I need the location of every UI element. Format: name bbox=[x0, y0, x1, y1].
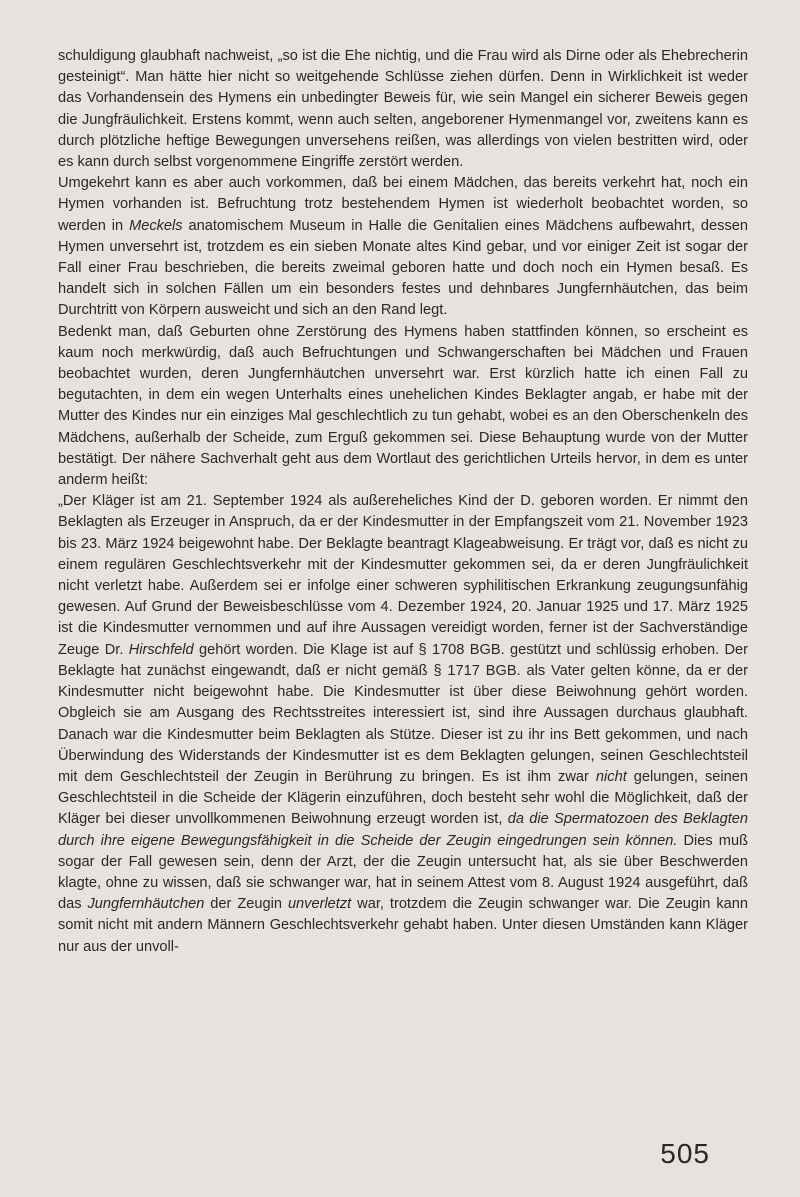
text-run: war, trotzdem die Zeugin schwanger war. Die Zeugin kann somit nicht mit andern Männern Geschlechtsverkehr gehabt haben. Unter diesen Umständen kann Kläger nur aus der unvoll- bbox=[58, 896, 748, 955]
text-run: schuldigung glaubhaft nachweist, „so ist die Ehe nichtig, und die Frau wird als Dirne oder als Ehebrecherin gesteinigt“. Man hätte hier nicht so weitgehende Schlüsse ziehen dürfen. Denn in Wirklichkeit ist weder das Vorhandensein des Hymens ein unbedingter Beweis für, wie sein Mangel ein sicherer Beweis gegen die Jungfräulichkeit. Erstens kommt, wenn auch selten, angeborener Hymenmangel vor, zweitens kann es durch plötzliche heftige Bewegungen unversehens reißen, was allerdings von vielen bestritten wird, oder es kann durch selbst vorgenommene Eingriffe zerstört werden. bbox=[58, 48, 748, 171]
text-run: Dies muß sogar der Fall gewesen sein, denn der Arzt, der die Zeugin untersucht hat, als sie über Beschwerden klagte, ohne zu wissen, daß sie schwanger war, hat in seinem Attest vom 8. August 1924 ausgeführt, daß das bbox=[58, 832, 748, 913]
text-run: „Der Kläger ist am 21. September 1924 als außereheliches Kind der D. geboren worden. Er nimmt den Beklagten als Erzeuger in Anspruch, da er der Kindesmutter in der Empfangszeit vom 21. November 1923 bis 23. März 1924 beigewohnt habe. Der Beklagte beantragt Klageabweisung. Er trägt vor, daß es nicht zu einem regulären Geschlechtsverkehr mit der Kindesmutter gekommen sei, da er deren Jungfräulichkeit nicht verletzt habe. Außerdem sei er infolge einer schweren syphilitischen Erkrankung zeugungsunfähig gewesen. Auf Grund der Beweisbeschlüsse vom 4. Dezember 1924, 20. Januar 1925 und 17. März 1925 ist die Kindesmutter vernommen und auf ihre Aussagen vereidigt worden, ferner ist der Sachverständige Zeuge Dr. bbox=[58, 493, 748, 658]
paragraph bbox=[58, 46, 748, 173]
page-number: 505 bbox=[660, 1138, 710, 1169]
text-run: Bedenkt man, daß Geburten ohne Zerstörung des Hymens haben stattfinden können, so erscheint es kaum noch merkwürdig, daß auch Befruchtungen und Schwangerschaften bei Mädchen und Frauen beobachtet wurden, deren Jungfernhäutchen unversehrt war. Erst kürzlich hatte ich einen Fall zu begutachten, in dem ein wegen Unterhalts eines unehelichen Kindes Beklagter angab, er habe mit der Mutter des Kindes nur ein einziges Mal geschlechtlich zu tun gehabt, wobei es an den Oberschenkeln des Mädchens, außerhalb der Scheide, zum Erguß gekommen sei. Diese Behauptung wurde von der Mutter bestätigt. Der nähere Sachverhalt geht aus dem Wortlaut des gerichtlichen Urteils hervor, in dem es unter anderm heißt: bbox=[58, 323, 748, 489]
text-run: gelungen, seinen Geschlechtsteil in die Scheide der Klägerin einzuführen, doch besteht sehr wohl die Möglichkeit, daß der Kläger bei dieser unvollkommenen Beiwohnung erzeugt worden ist, bbox=[58, 768, 748, 828]
paragraph bbox=[58, 322, 748, 492]
paragraph bbox=[58, 491, 748, 957]
italic-text: unverletzt bbox=[287, 896, 352, 913]
text-run: anatomischem Museum in Halle die Genitalien eines Mädchens aufbewahrt, dessen Hymen unversehrt ist, trotzdem es ein sieben Monate altes Kind gebar, und vor einiger Zeit ist sogar der Fall einer Frau beschrieben, die bereits zweimal geboren hatte und doch noch ein Hymen besaß. Es handelt sich in solchen Fällen um ein besonders festes und dehnbares Jungfernhäutchen, das beim Durchtritt von Körpern ausweicht und sich an den Rand legt. bbox=[58, 217, 748, 319]
italic-text: Hirschfeld bbox=[128, 641, 194, 658]
italic-text: Jungfernhäutchen bbox=[87, 896, 205, 913]
italic-text: da die Spermatozoen des Beklagten durch ihre eigene Bewegungsfähigkeit in die Scheide der Zeugin eingedrungen sein können. bbox=[58, 811, 748, 849]
text-run: der Zeugin bbox=[204, 896, 288, 913]
text-run: Umgekehrt kann es aber auch vorkommen, daß bei einem Mädchen, das bereits verkehrt hat, noch ein Hymen vorhanden ist. Befruchtung trotz bestehendem Hymen ist wiederholt beobachtet worden, so werden in bbox=[58, 175, 748, 234]
body-text bbox=[58, 46, 748, 958]
paragraph bbox=[58, 173, 748, 321]
italic-text: nicht bbox=[595, 768, 627, 785]
text-run: gehört worden. Die Klage ist auf § 1708 BGB. gestützt und schlüssig erhoben. Der Beklagte hat zunächst eingewandt, daß er nicht gemäß § 1717 BGB. als Vater gelten könne, da er der Kindesmutter nicht beigewohnt habe. Die Kindesmutter ist über diese Beiwohnung gehört worden. Obgleich sie am Ausgang des Rechtsstreites interessiert ist, sind ihre Aussagen durchaus glaubhaft. Danach war die Kindesmutter beim Beklagten als Stütze. Dieser ist zu ihr ins Bett gekommen, und nach Überwindung des Widerstands der Kindesmutter ist es dem Beklagten gelungen, seinen Geschlechtsteil mit dem Geschlechtsteil der Zeugin in Berührung zu bringen. Es ist ihm zwar bbox=[58, 641, 748, 785]
italic-text: Meckels bbox=[129, 217, 183, 234]
